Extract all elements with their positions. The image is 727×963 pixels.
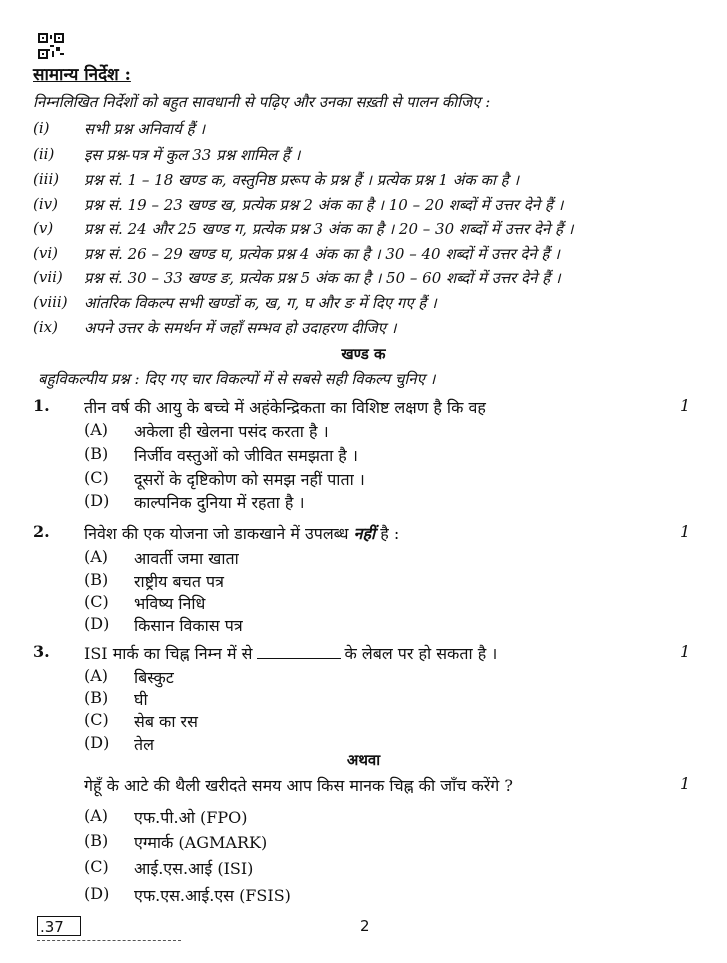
option-label: (D) [84,614,110,633]
qr-code-icon [38,33,64,59]
option-label: (A) [84,806,109,825]
question-text: निवेश की एक योजना जो डाकखाने में उपलब्ध नहीं है : [84,524,400,543]
section-title: खण्ड क [341,345,386,363]
option-label: (D) [84,733,110,752]
option-label: (B) [84,688,109,707]
fill-blank [257,644,341,659]
option-label: (C) [84,468,109,487]
option-label: (C) [84,857,109,876]
instruction-text: अपने उत्तर के समर्थन में जहाँ सम्भव हो उदाहरण दीजिए । [84,319,397,337]
option-text: आई.एस.आई (ISI) [134,859,254,878]
instruction-number: (vi) [33,244,58,262]
alt-question-marks: 1 [680,774,691,793]
option-label: (D) [84,884,110,903]
question-text: तीन वर्ष की आयु के बच्चे में अहंकेन्द्रिकता का विशिष्ट लक्षण है कि वह [84,398,486,417]
question-number: 3. [33,642,50,661]
option-text: किसान विकास पत्र [134,616,243,635]
instruction-text: प्रश्न सं. 19 – 23 खण्ड ख, प्रत्येक प्रश्न 2 अंक का है । 10 – 20 शब्दों में उत्तर देने हैं । [84,196,564,214]
option-label: (A) [84,547,109,566]
or-separator: अथवा [346,751,381,769]
instruction-text: सभी प्रश्न अनिवार्य हैं । [84,120,206,138]
general-instructions-heading: सामान्य निर्देश : [33,65,131,85]
question-marks: 1 [680,642,691,661]
question-number: 2. [33,522,50,541]
option-text: एग्मार्क (AGMARK) [134,833,268,852]
question-marks: 1 [680,522,691,541]
option-label: (B) [84,444,109,463]
instruction-text: प्रश्न सं. 26 – 29 खण्ड घ, प्रत्येक प्रश्न 4 अंक का है । 30 – 40 शब्दों में उत्तर देने हैं । [84,245,560,263]
option-label: (A) [84,420,109,439]
instruction-number: (v) [33,219,54,237]
option-label: (B) [84,570,109,589]
question-number: 1. [33,396,50,415]
option-text: तेल [134,735,154,754]
instruction-text: प्रश्न सं. 24 और 25 खण्ड ग, प्रत्येक प्रश्न 3 अंक का है । 20 – 30 शब्दों में उत्तर देने हैं । [84,220,574,238]
paper-code-box: .37 [37,916,81,936]
option-label: (C) [84,710,109,729]
option-text: निर्जीव वस्तुओं को जीवित समझता है । [134,446,358,465]
option-text: भविष्य निधि [134,594,206,613]
instruction-number: (i) [33,119,50,137]
question-marks: 1 [680,396,691,415]
option-label: (B) [84,831,109,850]
instruction-number: (iii) [33,170,60,188]
instruction-text: प्रश्न सं. 30 – 33 खण्ड ङ, प्रत्येक प्रश्न 5 अंक का है । 50 – 60 शब्दों में उत्तर देने हैं । [84,269,561,287]
instruction-number: (iv) [33,195,58,213]
instruction-number: (vii) [33,268,63,286]
option-text: एफ.पी.ओ (FPO) [134,808,248,827]
instruction-number: (ii) [33,145,55,163]
option-text: एफ.एस.आई.एस (FSIS) [134,886,291,905]
page-number: 2 [360,917,370,935]
option-text: राष्ट्रीय बचत पत्र [134,572,224,591]
instructions-intro: निम्नलिखित निर्देशों को बहुत सावधानी से पढ़िए और उनका सख़्ती से पालन कीजिए : [33,93,491,111]
option-text: सेब का रस [134,712,198,731]
question-text: ISI मार्क का चिह्न निम्न में से के लेबल पर हो सकता है । [84,644,498,663]
option-text: दूसरों के दृष्टिकोण को समझ नहीं पाता । [134,470,365,489]
option-label: (C) [84,592,109,611]
option-label: (A) [84,666,109,685]
emphasis-word: नहीं [353,524,376,543]
option-text: काल्पनिक दुनिया में रहता है । [134,493,305,512]
option-label: (D) [84,491,110,510]
instruction-number: (ix) [33,318,58,336]
instruction-number: (viii) [33,293,68,311]
alt-question-text: गेहूँ के आटे की थैली खरीदते समय आप किस मानक चिह्न की जाँच करेंगे ? [84,776,513,795]
mcq-instruction: बहुविकल्पीय प्रश्न : दिए गए चार विकल्पों में से सबसे सही विकल्प चुनिए । [38,370,436,388]
option-text: अकेला ही खेलना पसंद करता है । [134,422,329,441]
footer-divider [37,940,181,941]
instruction-text: इस प्रश्न-पत्र में कुल 33 प्रश्न शामिल हैं । [84,146,301,164]
option-text: बिस्कुट [134,668,174,687]
instruction-text: आंतरिक विकल्प सभी खण्डों क, ख, ग, घ और ङ में दिए गए हैं । [84,294,437,312]
instruction-text: प्रश्न सं. 1 – 18 खण्ड क, वस्तुनिष्ठ प्ररूप के प्रश्न हैं । प्रत्येक प्रश्न 1 अंक का है । [84,171,520,189]
option-text: घी [134,690,148,709]
option-text: आवर्ती जमा खाता [134,549,239,568]
